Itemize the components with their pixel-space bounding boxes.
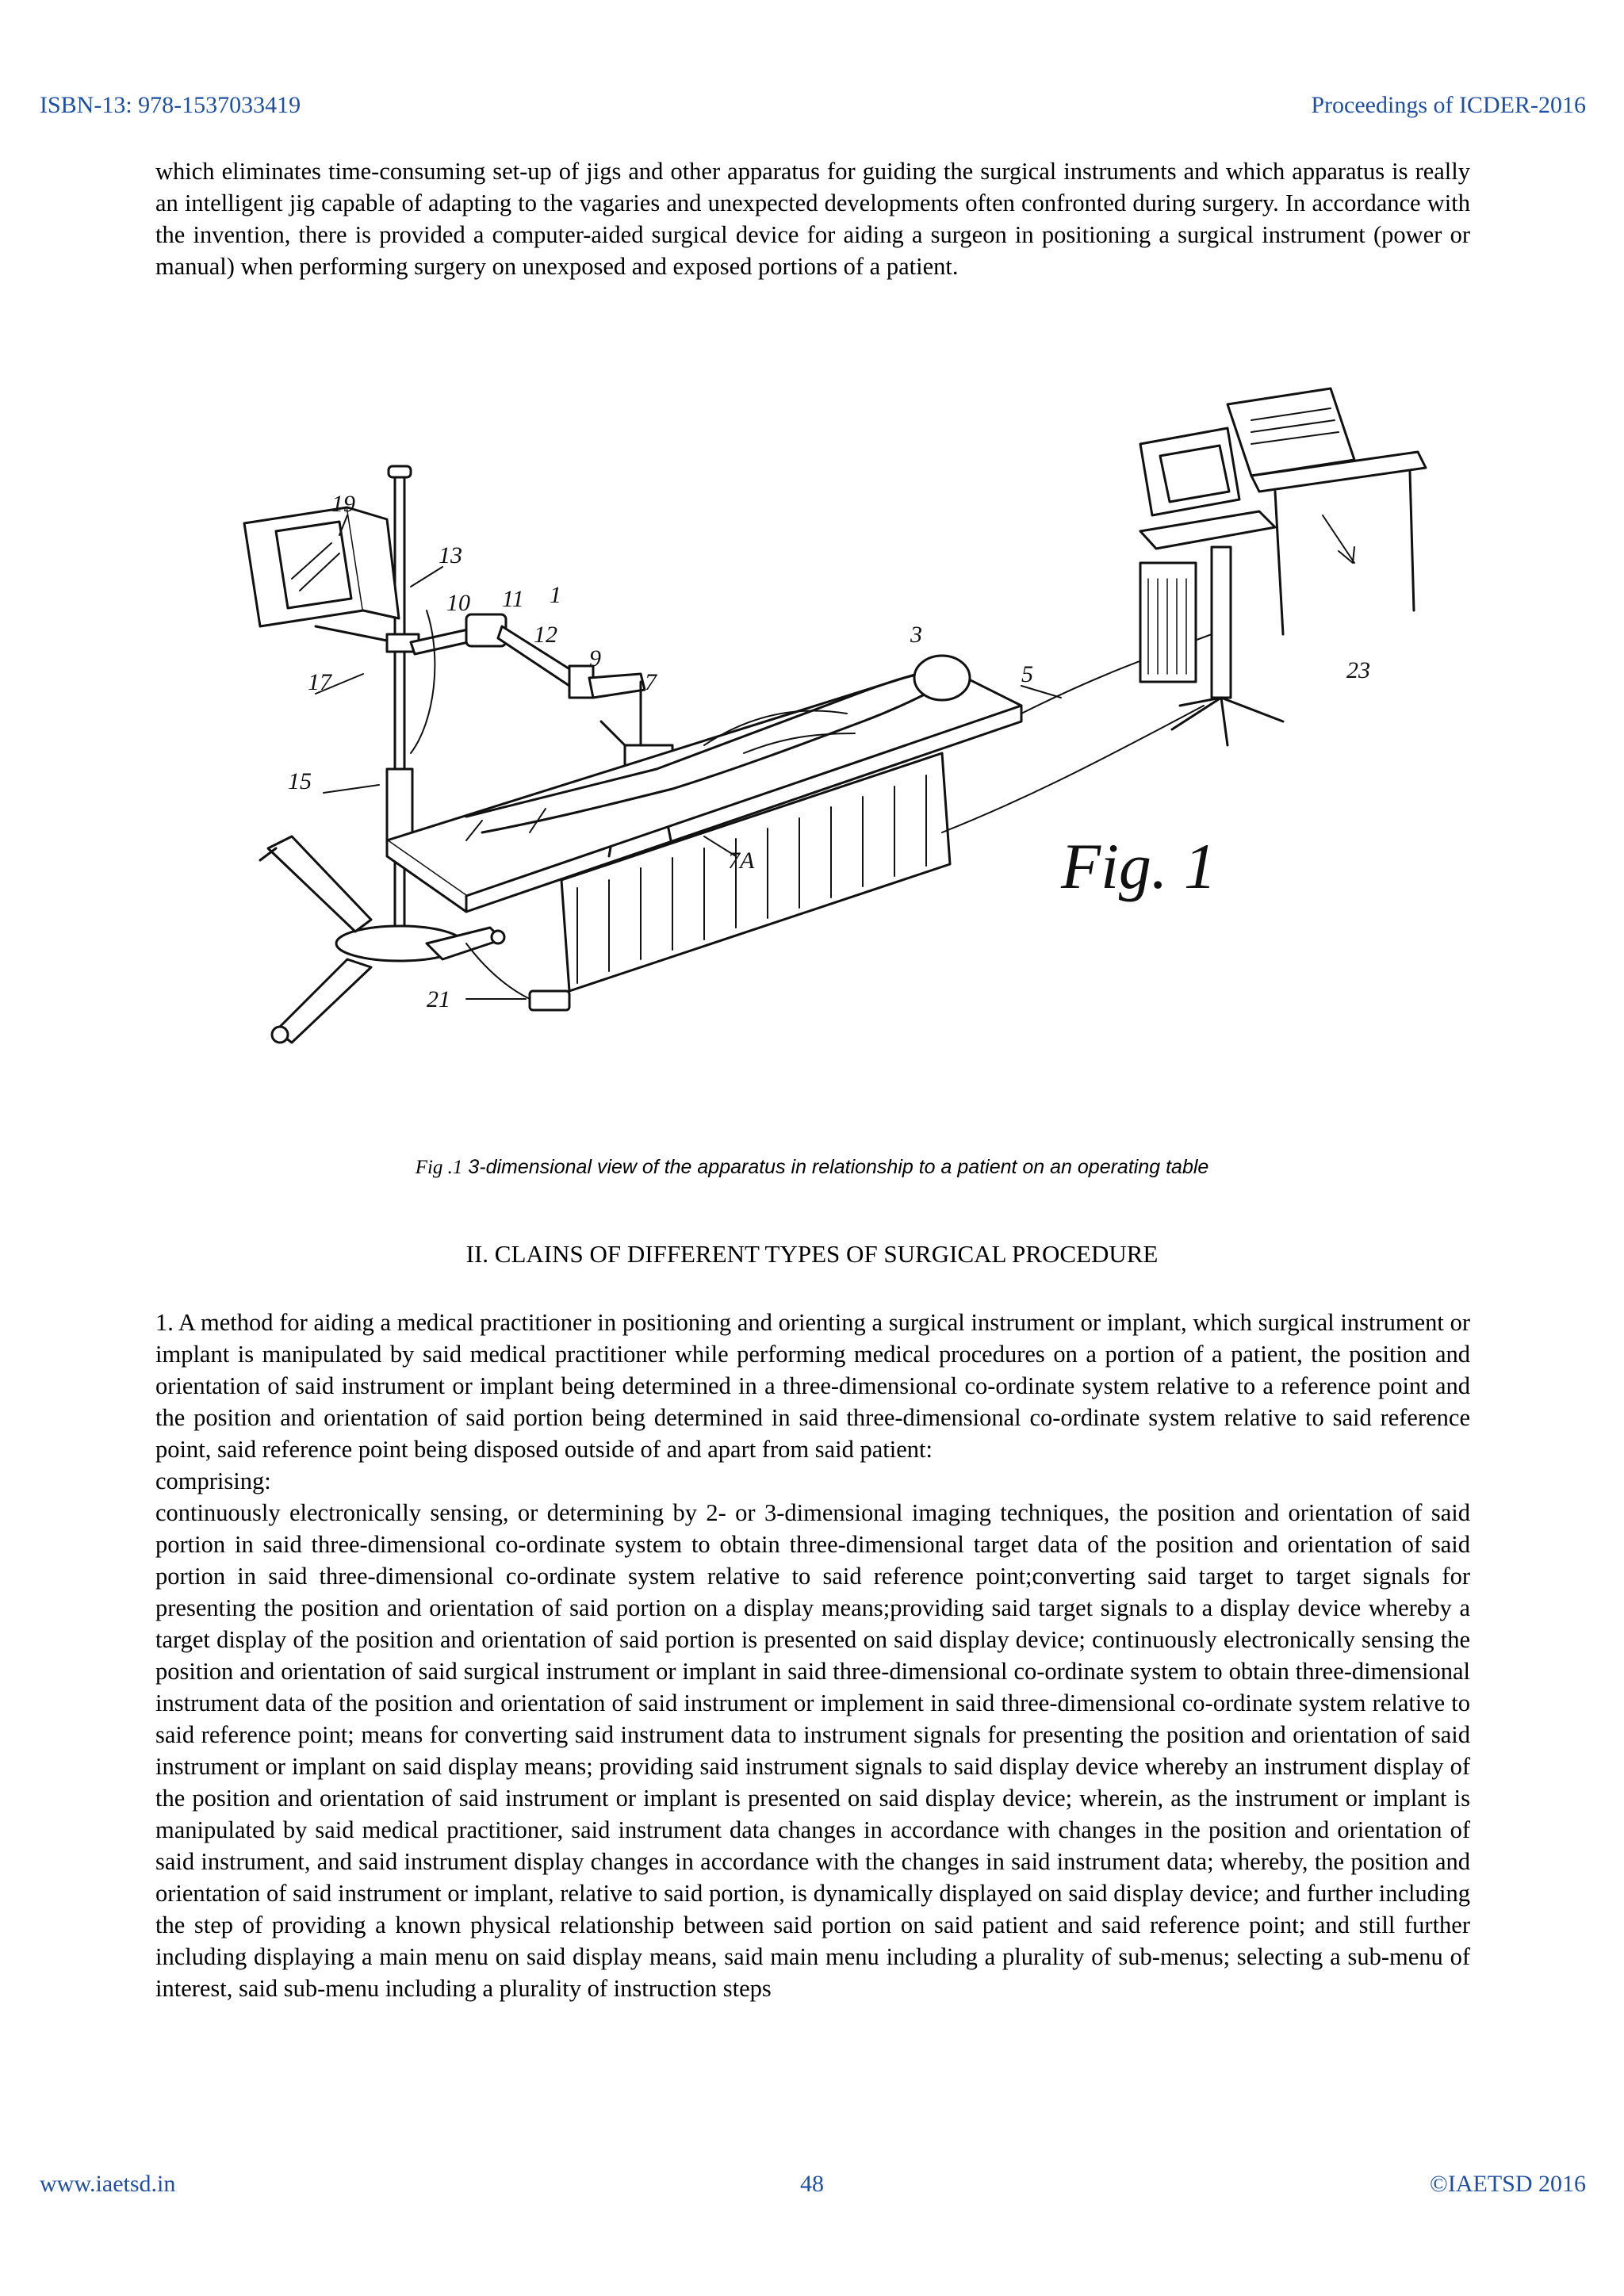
numeral-1: 1 [550, 582, 561, 608]
numeral-3: 3 [910, 622, 922, 648]
handwritten-fig-label: Fig. 1 [1061, 830, 1216, 902]
intro-paragraph: which eliminates time-consuming set-up of jigs and other apparatus for guiding the surgical instruments and which apparatus is really an intelligent jig capable of adapting to the vagaries and unexpected developments often confronted during surgery. In accordance with the invention, there is provided a computer-aided surgical device for aiding a surgeon in positioning a surgical instrument (power or manual) when performing surgery on unexposed and exposed portions of a patient. [155, 158, 1470, 280]
right-computer-station [1140, 388, 1426, 745]
numeral-7: 7 [645, 669, 657, 695]
claim-comprising: comprising: [155, 1468, 271, 1494]
numeral-15: 15 [288, 768, 312, 794]
claim-intro: 1. A method for aiding a medical practitioner in positioning and orienting a surgical instrument or implant, which surgical instrument or implant is manipulated by said medical practitioner while performing medical procedures on a portion of a patient, the position and orientation of said instrument or implant being determined in a three-dimensional co-ordinate system relative to a reference point and the position and orientation of said portion being determined in said three-dimensional co-ordinate system relative to said reference point, said reference point being disposed outside of and apart from said patient: [155, 1309, 1470, 1463]
numeral-13: 13 [439, 542, 462, 568]
figure-caption [0, 1156, 1624, 1179]
foot-pedal [530, 991, 569, 1010]
footer-copyright: ©IAETSD 2016 [1430, 2171, 1586, 2197]
numeral-19: 19 [331, 491, 355, 517]
section-heading: II. CLAINS OF DIFFERENT TYPES OF SURGICAL PROCEDURE [465, 1240, 1159, 1268]
numeral-12: 12 [534, 622, 557, 648]
numeral-17: 17 [308, 669, 331, 695]
footer-website-link[interactable]: www.iaetsd.in [40, 2171, 176, 2197]
header-isbn: ISBN-13: 978-1537033419 [40, 92, 301, 118]
caption-text: 3-dimensional view of the apparatus in relationship to a patient on an operating table [462, 1156, 1209, 1178]
numeral-11: 11 [502, 586, 524, 612]
footer-page-number: 48 [800, 2171, 824, 2197]
patent-figure [228, 373, 1434, 1070]
numeral-7a: 7A [728, 848, 755, 874]
numeral-23: 23 [1346, 657, 1370, 683]
apparatus-drawing [228, 373, 1434, 1070]
left-monitor [244, 507, 399, 642]
numeral-21: 21 [427, 986, 450, 1012]
numeral-10: 10 [446, 590, 470, 616]
numeral-5: 5 [1021, 661, 1033, 687]
claim-text [155, 1307, 1470, 2004]
claim-body: continuously electronically sensing, or determining by 2- or 3-dimensional imaging techniques, the position and orientation of said portion in said three-dimensional co-ordinate system to obtain three-dimensional target data of the position and orientation of said portion in said three-dimensional co-ordinate system relative to said reference point;converting said target to target signals for presenting the position and orientation of said portion on a display means;providing said target signals to a display device whereby a target display of the position and orientation of said portion is presented on said display device; continuously electronically sensing the position and orientation of said surgical instrument or implant in said three-dimensional co-ordinate system to obtain three-dimensional instrument data of the position and orientation of said instrument or implement in said three-dimensional co-ordinate system relative to said reference point; means for converting said instrument data to instrument signals for presenting the position and orientation of said instrument or implant on said display means; providing said instrument signals to said display device whereby an instrument display of the position and orientation of said instrument or implant is presented on said display device; wherein, as the instrument or implant is manipulated by said medical practitioner, said instrument data changes in accordance with changes in the position and orientation of said instrument, and said instrument display changes in accordance with the changes in said instrument data; whereby, the position and orientation of said instrument or implant, relative to said portion, is dynamically displayed on said display device; and further including the step of providing a known physical relationship between said portion on said patient and said reference point; and still further including displaying a main menu on said display means, said main menu including a plurality of sub-menus; selecting a sub-menu of interest, said sub-menu including a plurality of instruction steps [155, 1499, 1470, 2002]
numeral-9: 9 [589, 645, 601, 672]
caption-label: Fig .1 [415, 1157, 463, 1178]
header-proceedings: Proceedings of ICDER-2016 [1311, 92, 1586, 118]
